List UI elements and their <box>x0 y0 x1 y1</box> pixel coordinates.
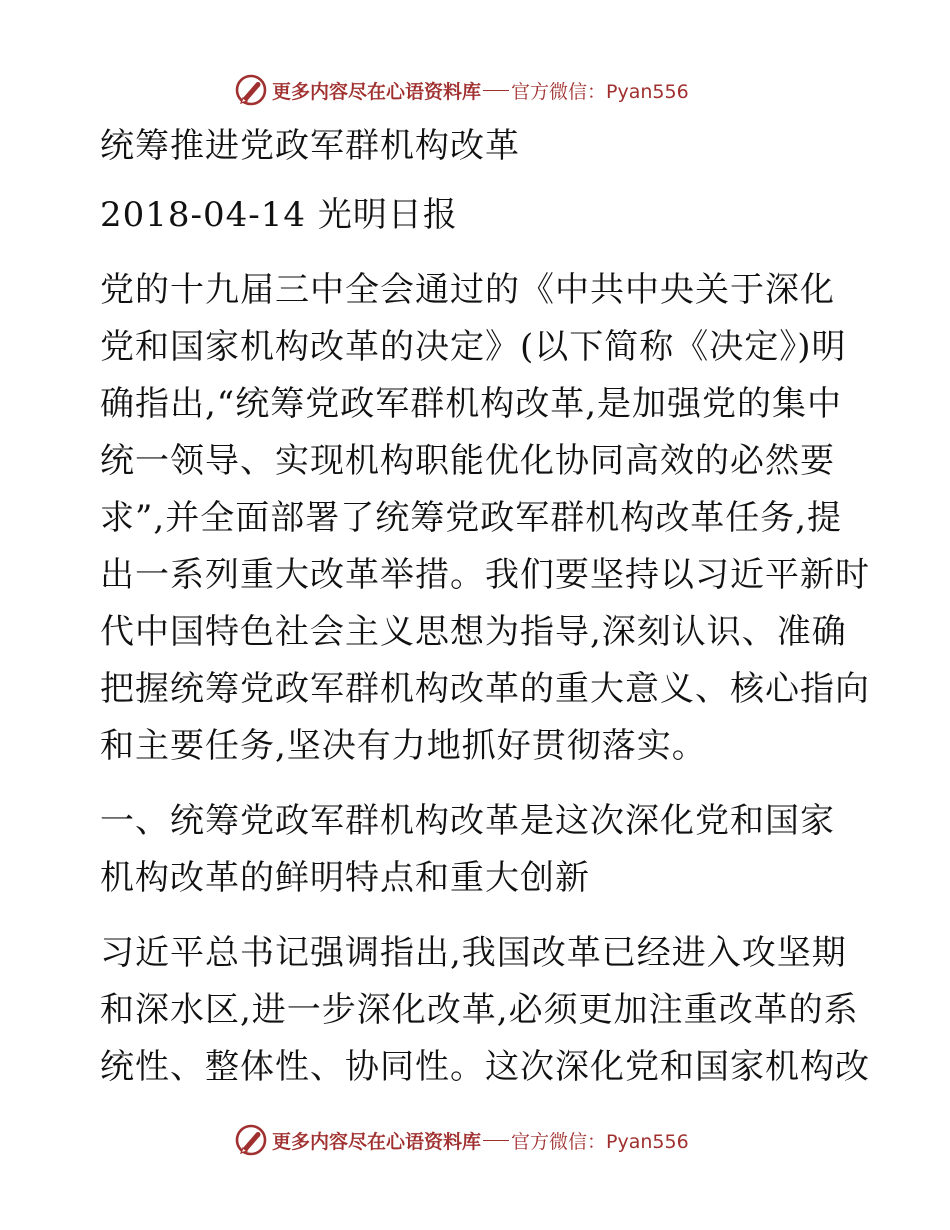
watermark-header <box>234 72 689 108</box>
paragraph-line: 和主要任务,坚决有力地抓好贯彻落实。 <box>100 726 707 766</box>
watermark-text: 更多内容尽在心语资料库 <box>272 80 482 103</box>
article-title: 统筹推进党政军群机构改革 <box>100 126 520 166</box>
watermark-handle: 官方微信：Pyan556 <box>511 80 689 103</box>
watermark-handle: 官方微信：Pyan556 <box>511 1130 689 1153</box>
paragraph-line: 党的十九届三中全会通过的《中共中央关于深化 <box>100 270 835 310</box>
paragraph-2 <box>100 925 870 1096</box>
heading-line: 机构改革的鲜明特点和重大创新 <box>100 858 590 898</box>
paragraph-line: 习近平总书记强调指出,我国改革已经进入攻坚期 <box>100 933 847 973</box>
article-body <box>100 118 870 1096</box>
watermark-text: 更多内容尽在心语资料库 <box>272 1130 482 1153</box>
paragraph-1 <box>100 262 870 775</box>
paragraph-line: 党和国家机构改革的决定》(以下简称《决定》)明 <box>100 327 847 367</box>
paragraph-line: 统一领导、实现机构职能优化协同高效的必然要 <box>100 441 835 481</box>
paragraph-line: 求”,并全面部署了统筹党政军群机构改革任务,提 <box>100 498 842 538</box>
pen-logo-icon <box>234 1123 268 1157</box>
watermark-dash <box>483 1140 509 1141</box>
article-dateline: 2018-04-14 光明日报 <box>100 195 458 235</box>
paragraph-line: 把握统筹党政军群机构改革的重大意义、核心指向 <box>100 669 870 709</box>
paragraph-line: 代中国特色社会主义思想为指导,深刻认识、准确 <box>100 612 847 652</box>
heading-line: 一、统筹党政军群机构改革是这次深化党和国家 <box>100 801 835 841</box>
paragraph-line: 统性、整体性、协同性。这次深化党和国家机构改 <box>100 1047 870 1087</box>
section-heading-1 <box>100 793 860 907</box>
pen-logo-icon <box>234 73 268 107</box>
paragraph-line: 和深水区,进一步深化改革,必须更加注重改革的系 <box>100 990 859 1030</box>
paragraph-line: 确指出,“统筹党政军群机构改革,是加强党的集中 <box>100 384 842 424</box>
watermark-dash <box>483 90 509 91</box>
paragraph-line: 出一系列重大改革举措。我们要坚持以习近平新时 <box>100 555 870 595</box>
watermark-footer <box>234 1122 689 1158</box>
